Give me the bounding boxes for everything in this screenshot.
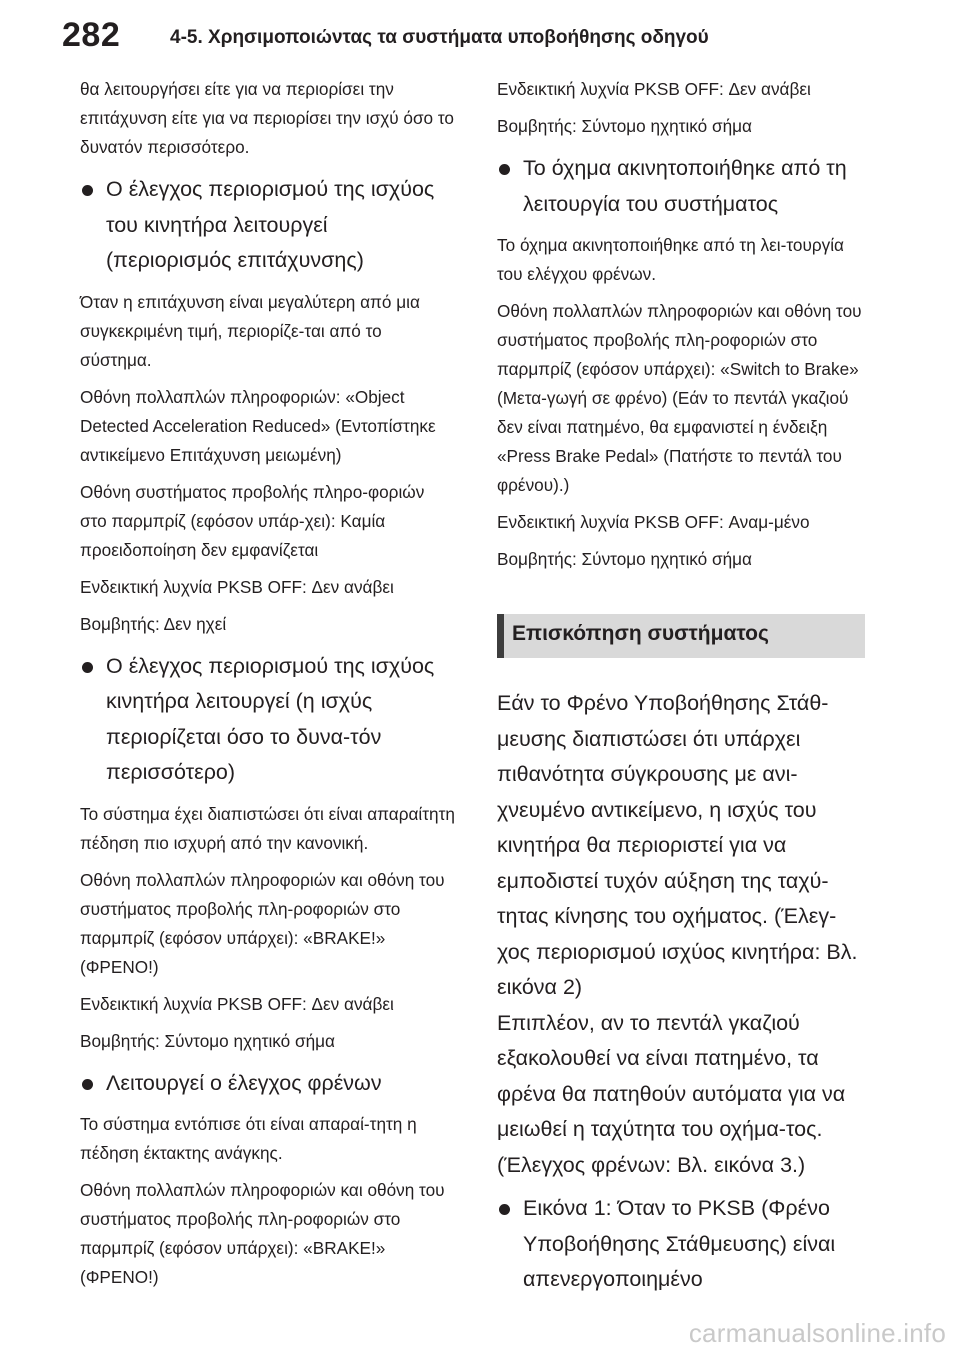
paragraph: Ενδεικτική λυχνία PKSB OFF: Αναμ-μένο xyxy=(497,512,810,532)
paragraph: Βομβητής: Σύντομο ηχητικό σήμα xyxy=(80,1030,335,1051)
bullet-dot-icon xyxy=(499,1204,510,1215)
bullet-item xyxy=(80,649,455,791)
bullet-dot-icon xyxy=(82,1079,93,1090)
bullet-text: Ο έλεγχος περιορισμού της ισχύος κινητήρα λειτουργεί (η ισχύς περιορίζεται όσο το δυνα-τόν περισσότερο) xyxy=(106,653,435,784)
paragraph: θα λειτουργήσει είτε για να περιορίσει την επιτάχυνση είτε για να περιορίσει την ισχύ όσο το δυνατόν περισσότερο. xyxy=(80,79,454,157)
paragraph: Οθόνη πολλαπλών πληροφοριών και οθόνη του συστήματος προβολής πλη-ροφοριών στο παρμπρίζ (εφόσον υπάρχει): «Switch to Brake» (Μετα-γωγή σε φρένο) (Εάν το πεντάλ γκαζιού δεν είναι πατημένο, θα εμφανιστεί η ένδειξη «Press Brake Pedal» (Πατήστε το πεντάλ του φρένου).) xyxy=(497,301,862,495)
paragraph: Το σύστημα εντόπισε ότι είναι απαραί-τητη η πέδηση έκτακτης ανάγκης. xyxy=(80,1114,417,1163)
bullet-text: Λειτουργεί ο έλεγχος φρένων xyxy=(106,1070,382,1095)
bullet-dot-icon xyxy=(82,185,93,196)
bullet-item xyxy=(80,1066,455,1102)
paragraph: Το σύστημα έχει διαπιστώσει ότι είναι απαραίτητη πέδηση πιο ισχυρή από την κανονική. xyxy=(80,803,455,853)
watermark: carmanualsonline.info xyxy=(688,1318,946,1348)
paragraph: Βομβητής: Δεν ηχεί xyxy=(80,613,227,634)
heading-accent-bar xyxy=(497,614,504,658)
paragraph: Οθόνη συστήματος προβολής πληρο-φοριών στο παρμπρίζ (εφόσον υπάρ-χει): Καμία προειδοποίηση δεν εμφανίζεται xyxy=(80,481,425,560)
paragraph: Βομβητής: Σύντομο ηχητικό σήμα xyxy=(497,549,752,569)
heading-text: Επισκόπηση συστήματος xyxy=(512,622,769,645)
paragraph: Οθόνη πολλαπλών πληροφοριών και οθόνη του συστήματος προβολής πλη-ροφοριών στο παρμπρίζ (εφόσον υπάρχει): «BRAKE!» (ΦΡΕΝΟ!) xyxy=(80,1180,445,1287)
bullet-item xyxy=(80,172,455,279)
paragraph: Οθόνη πολλαπλών πληροφοριών: «Object Detected Acceleration Reduced» (Εντοπίστηκε αντικείμενο Επιτάχυνση μειωμένη) xyxy=(80,386,436,465)
paragraph: Ενδεικτική λυχνία PKSB OFF: Δεν ανάβει xyxy=(80,576,394,597)
bullet-item xyxy=(497,151,865,222)
paragraph: Οθόνη πολλαπλών πληροφοριών και οθόνη του συστήματος προβολής πλη-ροφοριών στο παρμπρίζ (εφόσον υπάρχει): «BRAKE!» (ΦΡΕΝΟ!) xyxy=(80,869,445,977)
bullet-dot-icon xyxy=(499,164,510,175)
bullet-text: Εικόνα 1: Όταν το PKSB (Φρένο Υποβοήθησης Στάθμευσης) είναι απενεργοποιημένο xyxy=(523,1196,836,1291)
page-number: 282 xyxy=(62,16,121,54)
body-paragraph: Εάν το Φρένο Υποβοήθησης Στάθ-μευσης διαπιστώσει ότι υπάρχει πιθανότητα σύγκρουσης με ανι-χνευμένο αντικείμενο, η ισχύς του κινητήρα θα περιοριστεί για να εμποδιστεί τυχόν αύξηση της ταχύ-τητας κίνησης του οχήματος. (Έλεγ-χος περιορισμού ισχύος κινητήρα: Βλ. εικόνα 2) xyxy=(497,691,858,999)
paragraph: Ενδεικτική λυχνία PKSB OFF: Δεν ανάβει xyxy=(80,993,394,1014)
paragraph: Το όχημα ακινητοποιήθηκε από τη λει-τουργία του ελέγχου φρένων. xyxy=(497,235,844,284)
section-heading xyxy=(497,614,865,658)
paragraph: Όταν η επιτάχυνση είναι μεγαλύτερη από μια συγκεκριμένη τιμή, περιορίζε-ται από το σύστημα. xyxy=(80,291,420,370)
bullet-text: Το όχημα ακινητοποιήθηκε από τη λειτουργία του συστήματος xyxy=(523,156,847,216)
page-header xyxy=(0,0,960,60)
left-column xyxy=(80,75,455,1300)
body-paragraph: Επιπλέον, αν το πεντάλ γκαζιού εξακολουθεί να είναι πατημένο, τα φρένα θα πατηθούν αυτόματα για να μειωθεί η ταχύτητα του οχήμα-τος. (Έλεγχος φρένων: Βλ. εικόνα 3.) xyxy=(497,1010,846,1177)
right-column xyxy=(497,75,865,1307)
bullet-text: Ο έλεγχος περιορισμού της ισχύος του κινητήρα λειτουργεί (περιορισμός επιτάχυνσης) xyxy=(106,177,435,272)
paragraph: Βομβητής: Σύντομο ηχητικό σήμα xyxy=(497,116,752,136)
bullet-dot-icon xyxy=(82,662,93,673)
section-title: 4-5. Χρησιμοποιώντας τα συστήματα υποβοήθησης οδηγού xyxy=(170,27,709,48)
paragraph: Ενδεικτική λυχνία PKSB OFF: Δεν ανάβει xyxy=(497,79,811,99)
bullet-item xyxy=(497,1191,865,1298)
